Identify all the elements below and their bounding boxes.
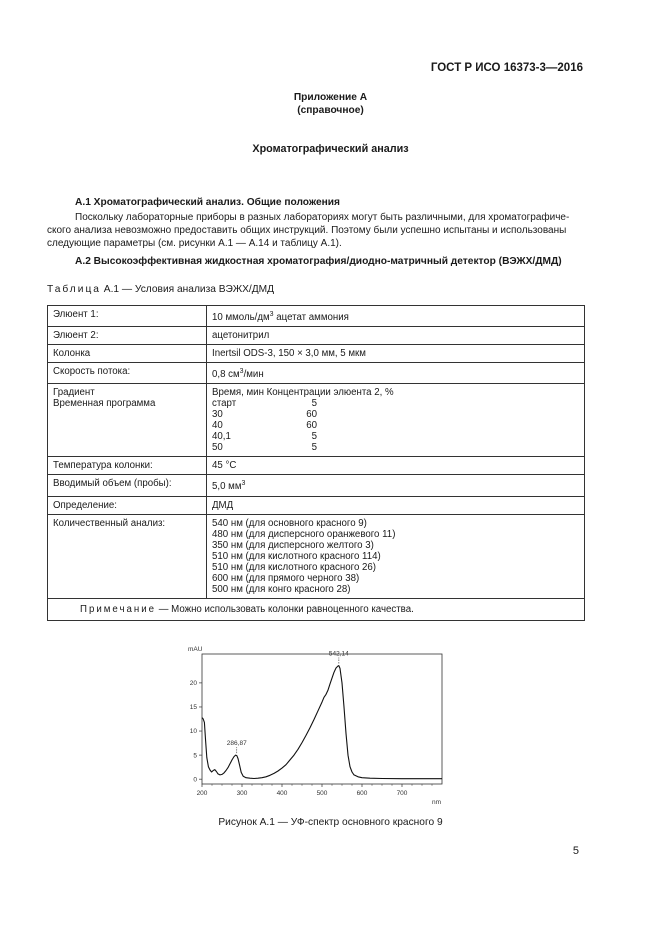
y-tick-label: 0 <box>193 776 197 784</box>
eluent1-value: 10 ммоль/дм <box>212 312 270 324</box>
table-caption <box>47 284 274 295</box>
y-axis-label: mAU <box>188 646 203 653</box>
document-code: ГОСТ Р ИСО 16373-3—2016 <box>430 62 583 74</box>
table-row <box>48 306 585 327</box>
flow-tail: /мин <box>243 369 264 381</box>
table-row <box>48 598 585 620</box>
page-number: 5 <box>572 845 579 857</box>
y-tick-label: 15 <box>189 704 197 712</box>
plot-frame <box>202 654 442 784</box>
y-tick-label: 10 <box>189 728 197 736</box>
table-row <box>48 384 585 457</box>
peak-label: 542,14 <box>328 650 349 658</box>
table-cell: Элюент 1: <box>48 306 207 327</box>
program-time: 50 <box>212 442 223 454</box>
table-cell: Элюент 2: <box>48 327 207 345</box>
x-tick-label: 300 <box>236 790 248 797</box>
uv-spectrum-chart <box>180 640 450 810</box>
table-cell <box>207 384 585 457</box>
peak-label: 286,87 <box>226 740 247 748</box>
table-cell: Определение: <box>48 496 207 514</box>
table-cell <box>207 306 585 327</box>
table-row <box>48 475 585 496</box>
table-cell: Колонка <box>48 345 207 363</box>
program-label: Временная программа <box>53 398 156 410</box>
table-cell: Вводимый объем (пробы): <box>48 475 207 496</box>
paragraph-line-3: следующие параметры (см. рисунки А.1 — А.14 и таблицу А.1). <box>47 237 342 249</box>
section-a2-heading: А.2 Высокоэффективная жидкостная хроматография/диодно-матричный детектор (ВЭЖХ/ДМД) <box>75 256 562 267</box>
table-caption-prefix: Таблица <box>47 284 101 295</box>
gradient-label: Градиент <box>53 387 95 399</box>
gradient-program <box>212 398 579 453</box>
program-time: старт <box>212 398 237 410</box>
quant-line: 510 нм (для кислотного красного 26) <box>212 561 377 573</box>
x-tick-label: 700 <box>396 790 408 797</box>
program-header: Время, мин Концентрации элюента 2, % <box>212 387 394 399</box>
table-cell: Температура колонки: <box>48 457 207 475</box>
table-cell: ацетонитрил <box>207 327 585 345</box>
x-tick-label: 400 <box>276 790 288 797</box>
quant-line: 480 нм (для дисперсного оранжевого 11) <box>212 528 396 540</box>
program-conc: 5 <box>311 398 317 410</box>
annex-title: Приложение А <box>293 92 368 103</box>
program-conc: 60 <box>306 409 317 421</box>
table-cell <box>207 514 585 598</box>
table-cell <box>207 363 585 384</box>
table-cell <box>48 384 207 457</box>
program-conc: 5 <box>311 431 317 443</box>
quant-line: 350 нм (для дисперсного желтого 3) <box>212 539 374 551</box>
table-cell: Inertsil ODS-3, 150 × 3,0 мм, 5 мкм <box>207 345 585 363</box>
table-cell: Количественный анализ: <box>48 514 207 598</box>
x-tick-label: 200 <box>196 790 208 797</box>
table-row <box>48 514 585 598</box>
superscript: 3 <box>269 311 274 318</box>
quant-line: 600 нм (для прямого черного 38) <box>212 572 360 584</box>
annex-subtitle: (справочное) <box>297 105 364 116</box>
table-cell <box>207 475 585 496</box>
conditions-table <box>47 305 585 621</box>
x-axis-label: nm <box>432 799 442 806</box>
spectrum-line <box>202 666 442 779</box>
annex-heading: Хроматографический анализ <box>252 143 409 155</box>
table-row <box>48 457 585 475</box>
table-cell: Скорость потока: <box>48 363 207 384</box>
quant-line: 540 нм (для основного красного 9) <box>212 517 367 529</box>
table-note <box>48 598 585 620</box>
program-conc: 60 <box>306 420 317 432</box>
quant-line: 510 нм (для кислотного красного 114) <box>212 550 381 562</box>
table-caption-text: А.1 — Условия анализа ВЭЖХ/ДМД <box>100 284 275 295</box>
paragraph-line-2: ского анализа невозможно предоставить общих инструкций. Поэтому были успешно испытаны и использованы <box>47 224 567 236</box>
x-tick-label: 600 <box>356 790 368 797</box>
note-text: — Можно использовать колонки равноценного качества. <box>156 603 414 615</box>
table-cell: 45 °C <box>207 457 585 475</box>
x-tick-label: 500 <box>316 790 328 797</box>
table-cell: ДМД <box>207 496 585 514</box>
program-conc: 5 <box>311 442 317 454</box>
table-row <box>48 327 585 345</box>
volume-value: 5,0 мм <box>212 481 242 493</box>
program-time: 40,1 <box>212 431 231 443</box>
program-time: 30 <box>212 409 223 421</box>
note-prefix: Примечание <box>80 603 157 615</box>
paragraph-line-1: Поскольку лабораторные приборы в разных лабораториях могут быть различными, для хроматографиче- <box>75 212 570 223</box>
section-a1-paragraph <box>47 212 584 250</box>
table-row <box>48 363 585 384</box>
y-tick-label: 20 <box>189 680 197 688</box>
table-row <box>48 496 585 514</box>
superscript: 3 <box>241 480 246 488</box>
flow-value: 0,8 см <box>212 369 240 381</box>
eluent1-tail: ацетат аммония <box>273 312 349 324</box>
superscript: 3 <box>239 368 244 376</box>
figure-caption: Рисунок А.1 — УФ-спектр основного красного 9 <box>218 817 443 828</box>
program-time: 40 <box>212 420 223 432</box>
quant-line: 500 нм (для конго красного 28) <box>212 583 351 595</box>
table-row <box>48 345 585 363</box>
y-tick-label: 5 <box>193 752 197 760</box>
section-a1-heading: А.1 Хроматографический анализ. Общие положения <box>75 197 340 208</box>
